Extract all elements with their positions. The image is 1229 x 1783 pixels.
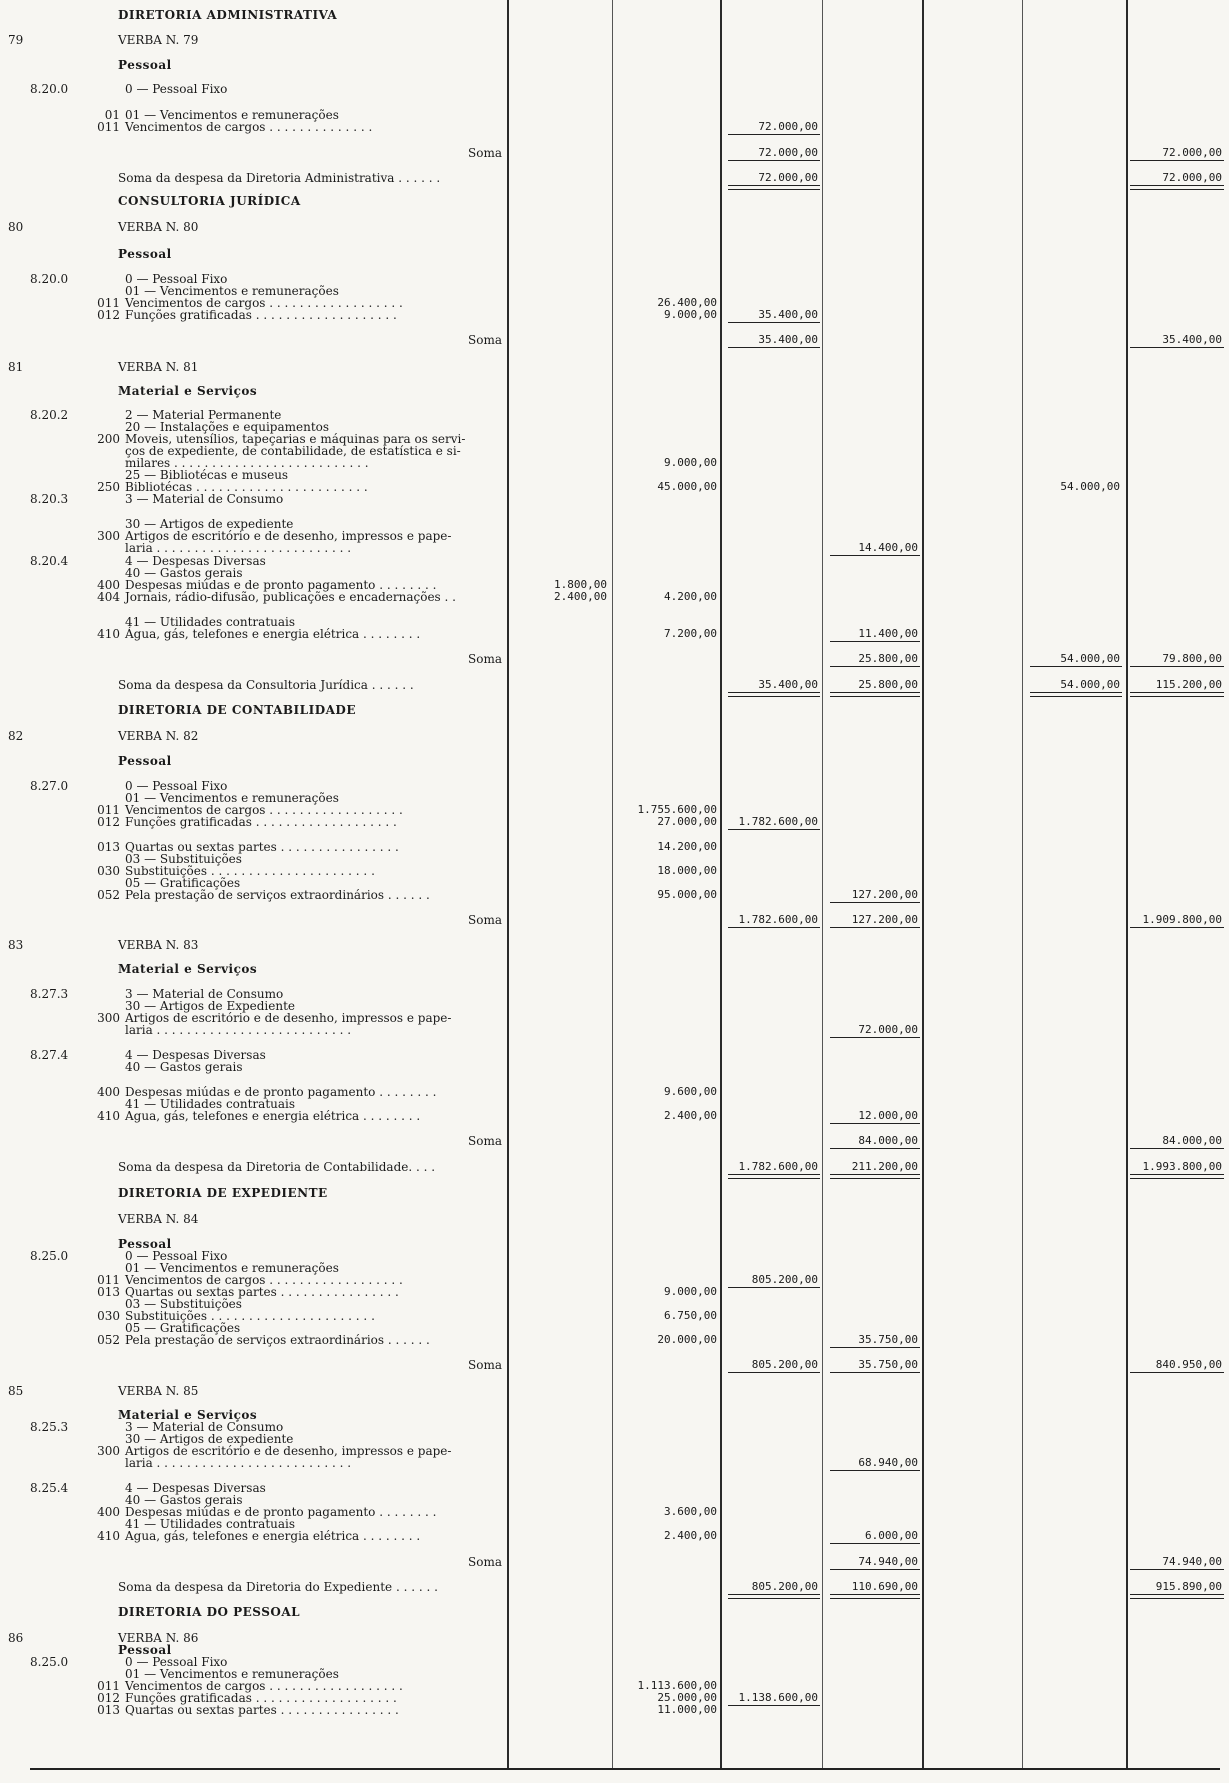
- item-description: Substituições . . . . . . . . . . . . . . . . . . . . . .: [125, 864, 375, 878]
- column-rule: [612, 0, 613, 1770]
- amount-cell: 72.000,00: [1162, 171, 1222, 184]
- item-description: Artigos de escritório e de desenho, impressos e pape-: [125, 529, 452, 543]
- item-description: Funções gratificadas . . . . . . . . . . . . . . . . . . .: [125, 815, 397, 829]
- budget-code: 8.25.0: [30, 1655, 69, 1669]
- amount-cell: 74.940,00: [858, 1555, 918, 1568]
- sum-rule: [1130, 347, 1224, 348]
- column-rule: [1126, 0, 1128, 1770]
- item-description: 4 — Despesas Diversas: [125, 554, 266, 568]
- amount-cell: 27.000,00: [657, 815, 717, 828]
- sum-rule: [728, 1174, 820, 1179]
- verba-number: 81: [8, 360, 24, 374]
- budget-code: 8.27.0: [30, 779, 69, 793]
- column-rule: [922, 0, 924, 1770]
- item-description: VERBA N. 86: [118, 1631, 199, 1645]
- item-code: 011: [97, 803, 120, 817]
- soma-label: Soma: [468, 333, 502, 347]
- amount-cell: 6.750,00: [664, 1309, 717, 1322]
- sum-rule: [830, 1594, 920, 1599]
- item-description: Soma da despesa da Consultoria Jurídica . . . . . .: [118, 678, 414, 692]
- sum-rule: [1130, 1372, 1224, 1373]
- sum-rule: [1030, 692, 1122, 697]
- item-description: Quartas ou sextas partes . . . . . . . . . . . . . . . .: [125, 840, 399, 854]
- item-description: 3 — Material de Consumo: [125, 987, 284, 1001]
- amount-cell: 1.800,00: [554, 578, 607, 591]
- item-description: 41 — Utilidades contratuais: [125, 1517, 296, 1531]
- amount-cell: 211.200,00: [851, 1160, 918, 1173]
- amount-cell: 915.890,00: [1155, 1580, 1222, 1593]
- item-description: Funções gratificadas . . . . . . . . . . . . . . . . . . .: [125, 1691, 397, 1705]
- item-description: 3 — Material de Consumo: [125, 1420, 284, 1434]
- amount-cell: 4.200,00: [664, 590, 717, 603]
- amount-cell: 3.600,00: [664, 1505, 717, 1518]
- amount-cell: 9.600,00: [664, 1085, 717, 1098]
- budget-code: 8.20.4: [30, 554, 69, 568]
- item-description: Pessoal: [118, 1643, 172, 1657]
- sum-rule: [1130, 1148, 1224, 1149]
- sum-rule: [830, 1543, 920, 1544]
- sum-rule: [1130, 1174, 1224, 1179]
- item-description: 4 — Despesas Diversas: [125, 1481, 266, 1495]
- item-description: Soma da despesa da Diretoria do Expediente . . . . . .: [118, 1580, 438, 1594]
- item-code: 200: [97, 432, 120, 446]
- item-code: 011: [97, 1273, 120, 1287]
- item-code: 300: [97, 1444, 120, 1458]
- amount-cell: 7.200,00: [664, 627, 717, 640]
- soma-label: Soma: [468, 1134, 502, 1148]
- amount-cell: 45.000,00: [657, 480, 717, 493]
- amount-cell: 11.000,00: [657, 1703, 717, 1716]
- item-description: 05 — Gratificações: [125, 1321, 241, 1335]
- item-description: Pela prestação de serviços extraordinários . . . . . .: [125, 1333, 430, 1347]
- item-description: VERBA N. 81: [118, 360, 199, 374]
- item-code: 01: [104, 108, 120, 122]
- amount-cell: 20.000,00: [657, 1333, 717, 1346]
- amount-cell: 2.400,00: [664, 1529, 717, 1542]
- amount-cell: 54.000,00: [1060, 480, 1120, 493]
- amount-cell: 14.200,00: [657, 840, 717, 853]
- sum-rule: [830, 666, 920, 667]
- item-description: 0 — Pessoal Fixo: [125, 1249, 228, 1263]
- budget-code: 8.25.4: [30, 1481, 69, 1495]
- item-code: 012: [97, 815, 120, 829]
- item-description: 01 — Vencimentos e remunerações: [125, 791, 339, 805]
- budget-code: 8.25.3: [30, 1420, 69, 1434]
- item-code: 013: [97, 840, 120, 854]
- item-description: 0 — Pessoal Fixo: [125, 779, 228, 793]
- item-description: Funções gratificadas . . . . . . . . . . . . . . . . . . .: [125, 308, 397, 322]
- sum-rule: [830, 555, 920, 556]
- item-description: Material e Serviços: [118, 962, 258, 976]
- amount-cell: 9.000,00: [664, 308, 717, 321]
- item-description: Pessoal: [118, 1237, 172, 1251]
- item-description: Material e Serviços: [118, 1408, 258, 1422]
- sum-rule: [1130, 927, 1224, 928]
- sum-rule: [728, 1287, 820, 1288]
- item-description: 20 — Instalações e equipamentos: [125, 420, 330, 434]
- item-description: Quartas ou sextas partes . . . . . . . . . . . . . . . .: [125, 1285, 399, 1299]
- amount-cell: 1.755.600,00: [637, 803, 717, 816]
- item-code: 410: [97, 1109, 120, 1123]
- item-description: Despesas miúdas e de pronto pagamento . . . . . . . .: [125, 1505, 437, 1519]
- budget-code: 8.27.4: [30, 1048, 69, 1062]
- sum-rule: [728, 692, 820, 697]
- item-description: Vencimentos de cargos . . . . . . . . . . . . . . . . . .: [125, 1273, 403, 1287]
- sum-rule: [1130, 1594, 1224, 1599]
- item-description: VERBA N. 85: [118, 1384, 199, 1398]
- item-code: 410: [97, 1529, 120, 1543]
- amount-cell: 84.000,00: [1162, 1134, 1222, 1147]
- amount-cell: 14.400,00: [858, 541, 918, 554]
- item-description: 05 — Gratificações: [125, 876, 241, 890]
- budget-code: 8.27.3: [30, 987, 69, 1001]
- item-description: 40 — Gastos gerais: [125, 1060, 243, 1074]
- item-description: 30 — Artigos de Expediente: [125, 999, 296, 1013]
- item-description: VERBA N. 84: [118, 1212, 199, 1226]
- amount-cell: 1.782.600,00: [738, 913, 818, 926]
- sum-rule: [728, 322, 820, 323]
- amount-cell: 1.993.800,00: [1142, 1160, 1222, 1173]
- amount-cell: 805.200,00: [751, 1358, 818, 1371]
- sum-rule: [728, 134, 820, 135]
- budget-code: 8.25.0: [30, 1249, 69, 1263]
- item-description: 3 — Material de Consumo: [125, 492, 284, 506]
- item-description: 01 — Vencimentos e remunerações: [125, 284, 339, 298]
- amount-cell: 1.113.600,00: [637, 1679, 717, 1692]
- item-description: Agua, gás, telefones e energia elétrica . . . . . . . .: [125, 1529, 421, 1543]
- budget-code: 8.20.3: [30, 492, 69, 506]
- item-code: 011: [97, 296, 120, 310]
- column-rule: [822, 0, 823, 1770]
- amount-cell: 35.400,00: [1162, 333, 1222, 346]
- sum-rule: [728, 185, 820, 190]
- item-description: Pessoal: [118, 58, 172, 72]
- sum-rule: [728, 1705, 820, 1706]
- soma-label: Soma: [468, 146, 502, 160]
- item-description: DIRETORIA DE CONTABILIDADE: [118, 703, 356, 717]
- item-description: Moveis, utensílios, tapeçarias e máquinas para os servi-: [125, 432, 466, 446]
- amount-cell: 25.800,00: [858, 652, 918, 665]
- sum-rule: [830, 1123, 920, 1124]
- amount-cell: 54.000,00: [1060, 652, 1120, 665]
- amount-cell: 25.000,00: [657, 1691, 717, 1704]
- item-description: 4 — Despesas Diversas: [125, 1048, 266, 1062]
- item-description: Agua, gás, telefones e energia elétrica . . . . . . . .: [125, 1109, 421, 1123]
- amount-cell: 1.782.600,00: [738, 815, 818, 828]
- sum-rule: [1130, 160, 1224, 161]
- column-rule: [507, 0, 509, 1770]
- item-description: Vencimentos de cargos . . . . . . . . . . . . . . . . . .: [125, 803, 403, 817]
- amount-cell: 35.750,00: [858, 1358, 918, 1371]
- amount-cell: 25.800,00: [858, 678, 918, 691]
- amount-cell: 12.000,00: [858, 1109, 918, 1122]
- item-code: 400: [97, 578, 120, 592]
- sum-rule: [728, 829, 820, 830]
- amount-cell: 84.000,00: [858, 1134, 918, 1147]
- sum-rule: [1130, 692, 1224, 697]
- item-description: VERBA N. 82: [118, 729, 199, 743]
- item-code: 012: [97, 308, 120, 322]
- item-description: laria . . . . . . . . . . . . . . . . . . . . . . . . . .: [125, 1456, 352, 1470]
- item-description: Vencimentos de cargos . . . . . . . . . . . . . . . . . .: [125, 1679, 403, 1693]
- budget-code: 8.20.0: [30, 272, 69, 286]
- item-code: 410: [97, 627, 120, 641]
- item-description: 0 — Pessoal Fixo: [125, 272, 228, 286]
- item-description: Água, gás, telefones e energia elétrica . . . . . . . .: [125, 627, 421, 641]
- soma-label: Soma: [468, 1555, 502, 1569]
- sum-rule: [830, 641, 920, 642]
- item-description: 40 — Gastos gerais: [125, 566, 243, 580]
- amount-cell: 72.000,00: [1162, 146, 1222, 159]
- sum-rule: [830, 927, 920, 928]
- sum-rule: [830, 1347, 920, 1348]
- item-code: 052: [97, 1333, 120, 1347]
- item-code: 250: [97, 480, 120, 494]
- item-code: 052: [97, 888, 120, 902]
- item-description: Quartas ou sextas partes . . . . . . . . . . . . . . . .: [125, 1703, 399, 1717]
- bottom-rule: [30, 1768, 1220, 1770]
- item-description: laria . . . . . . . . . . . . . . . . . . . . . . . . . .: [125, 1023, 352, 1037]
- item-description: ços de expediente, de contabilidade, de estatística e si-: [125, 444, 461, 458]
- item-description: Despesas miúdas e de pronto pagamento . . . . . . . .: [125, 1085, 437, 1099]
- item-description: 25 — Bibliotécas e museus: [125, 468, 289, 482]
- item-description: Pela prestação de serviços extraordinários . . . . . .: [125, 888, 430, 902]
- item-description: VERBA N. 83: [118, 938, 199, 952]
- amount-cell: 68.940,00: [858, 1456, 918, 1469]
- soma-label: Soma: [468, 1358, 502, 1372]
- item-code: 300: [97, 1011, 120, 1025]
- amount-cell: 95.000,00: [657, 888, 717, 901]
- verba-number: 86: [8, 1631, 24, 1645]
- verba-number: 79: [8, 33, 24, 47]
- sum-rule: [830, 1174, 920, 1179]
- amount-cell: 2.400,00: [664, 1109, 717, 1122]
- item-description: 40 — Gastos gerais: [125, 1493, 243, 1507]
- sum-rule: [830, 1372, 920, 1373]
- item-description: 30 — Artigos de expediente: [125, 1432, 294, 1446]
- item-code: 030: [97, 864, 120, 878]
- amount-cell: 9.000,00: [664, 456, 717, 469]
- sum-rule: [830, 1569, 920, 1570]
- sum-rule: [728, 160, 820, 161]
- sum-rule: [830, 692, 920, 697]
- amount-cell: 1.782.600,00: [738, 1160, 818, 1173]
- item-description: 41 — Utilidades contratuais: [125, 615, 296, 629]
- sum-rule: [728, 347, 820, 348]
- amount-cell: 35.750,00: [858, 1333, 918, 1346]
- amount-cell: 74.940,00: [1162, 1555, 1222, 1568]
- item-description: Despesas miúdas e de pronto pagamento . . . . . . . .: [125, 578, 437, 592]
- item-description: Artigos de escritório e de desenho, impressos e pape-: [125, 1444, 452, 1458]
- item-description: Pessoal: [118, 754, 172, 768]
- item-code: 030: [97, 1309, 120, 1323]
- item-description: Jornais, rádio-difusão, publicações e encadernações . .: [125, 590, 456, 604]
- amount-cell: 79.800,00: [1162, 652, 1222, 665]
- verba-number: 80: [8, 220, 24, 234]
- item-description: laria . . . . . . . . . . . . . . . . . . . . . . . . . .: [125, 541, 352, 555]
- item-description: milares . . . . . . . . . . . . . . . . . . . . . . . . . .: [125, 456, 369, 470]
- sum-rule: [728, 927, 820, 928]
- amount-cell: 9.000,00: [664, 1285, 717, 1298]
- amount-cell: 35.400,00: [758, 333, 818, 346]
- sum-rule: [1130, 1569, 1224, 1570]
- item-code: 404: [97, 590, 120, 604]
- amount-cell: 35.400,00: [758, 678, 818, 691]
- column-rule: [1022, 0, 1023, 1770]
- sum-rule: [830, 1470, 920, 1471]
- amount-cell: 72.000,00: [758, 171, 818, 184]
- budget-code: 8.20.2: [30, 408, 69, 422]
- amount-cell: 18.000,00: [657, 864, 717, 877]
- item-description: Substituições . . . . . . . . . . . . . . . . . . . . . .: [125, 1309, 375, 1323]
- item-description: 41 — Utilidades contratuais: [125, 1097, 296, 1111]
- sum-rule: [1030, 666, 1122, 667]
- item-description: 30 — Artigos de expediente: [125, 517, 294, 531]
- item-description: VERBA N. 79: [118, 33, 199, 47]
- item-code: 300: [97, 529, 120, 543]
- amount-cell: 54.000,00: [1060, 678, 1120, 691]
- amount-cell: 115.200,00: [1155, 678, 1222, 691]
- column-rule: [720, 0, 722, 1770]
- item-description: 01 — Vencimentos e remunerações: [125, 108, 339, 122]
- sum-rule: [830, 1148, 920, 1149]
- item-description: 01 — Vencimentos e remunerações: [125, 1261, 339, 1275]
- item-description: 0 — Pessoal Fixo: [125, 1655, 228, 1669]
- amount-cell: 11.400,00: [858, 627, 918, 640]
- verba-number: 83: [8, 938, 24, 952]
- item-code: 011: [97, 120, 120, 134]
- sum-rule: [830, 902, 920, 903]
- item-description: DIRETORIA ADMINISTRATIVA: [118, 8, 338, 22]
- item-description: DIRETORIA DE EXPEDIENTE: [118, 1186, 328, 1200]
- amount-cell: 127.200,00: [851, 888, 918, 901]
- amount-cell: 72.000,00: [858, 1023, 918, 1036]
- amount-cell: 72.000,00: [758, 120, 818, 133]
- item-description: Pessoal: [118, 247, 172, 261]
- item-description: Bibliotécas . . . . . . . . . . . . . . . . . . . . . . .: [125, 480, 368, 494]
- amount-cell: 1.138.600,00: [738, 1691, 818, 1704]
- item-description: VERBA N. 80: [118, 220, 199, 234]
- amount-cell: 805.200,00: [751, 1580, 818, 1593]
- sum-rule: [1130, 666, 1224, 667]
- amount-cell: 72.000,00: [758, 146, 818, 159]
- item-description: Material e Serviços: [118, 384, 258, 398]
- verba-number: 85: [8, 1384, 24, 1398]
- sum-rule: [728, 1594, 820, 1599]
- amount-cell: 840.950,00: [1155, 1358, 1222, 1371]
- item-description: 03 — Substituições: [125, 1297, 242, 1311]
- item-description: Vencimentos de cargos . . . . . . . . . . . . . .: [125, 120, 373, 134]
- item-description: 01 — Vencimentos e remunerações: [125, 1667, 339, 1681]
- item-code: 011: [97, 1679, 120, 1693]
- amount-cell: 6.000,00: [865, 1529, 918, 1542]
- verba-number: 82: [8, 729, 24, 743]
- soma-label: Soma: [468, 913, 502, 927]
- item-code: 400: [97, 1505, 120, 1519]
- sum-rule: [728, 1372, 820, 1373]
- item-code: 012: [97, 1691, 120, 1705]
- amount-cell: 26.400,00: [657, 296, 717, 309]
- item-description: Soma da despesa da Diretoria de Contabilidade. . . .: [118, 1160, 436, 1174]
- amount-cell: 35.400,00: [758, 308, 818, 321]
- item-description: Soma da despesa da Diretoria Administrativa . . . . . .: [118, 171, 441, 185]
- item-description: CONSULTORIA JURÍDICA: [118, 194, 301, 208]
- item-description: DIRETORIA DO PESSOAL: [118, 1605, 301, 1619]
- sum-rule: [830, 1037, 920, 1038]
- item-code: 400: [97, 1085, 120, 1099]
- item-description: Vencimentos de cargos . . . . . . . . . . . . . . . . . .: [125, 296, 403, 310]
- item-description: Artigos de escritório e de desenho, impressos e pape-: [125, 1011, 452, 1025]
- item-description: 0 — Pessoal Fixo: [125, 82, 228, 96]
- amount-cell: 2.400,00: [554, 590, 607, 603]
- amount-cell: 805.200,00: [751, 1273, 818, 1286]
- item-code: 013: [97, 1285, 120, 1299]
- amount-cell: 127.200,00: [851, 913, 918, 926]
- item-description: 03 — Substituições: [125, 852, 242, 866]
- budget-code: 8.20.0: [30, 82, 69, 96]
- amount-cell: 110.690,00: [851, 1580, 918, 1593]
- amount-cell: 1.909.800,00: [1142, 913, 1222, 926]
- sum-rule: [1130, 185, 1224, 190]
- soma-label: Soma: [468, 652, 502, 666]
- item-code: 013: [97, 1703, 120, 1717]
- item-description: 2 — Material Permanente: [125, 408, 282, 422]
